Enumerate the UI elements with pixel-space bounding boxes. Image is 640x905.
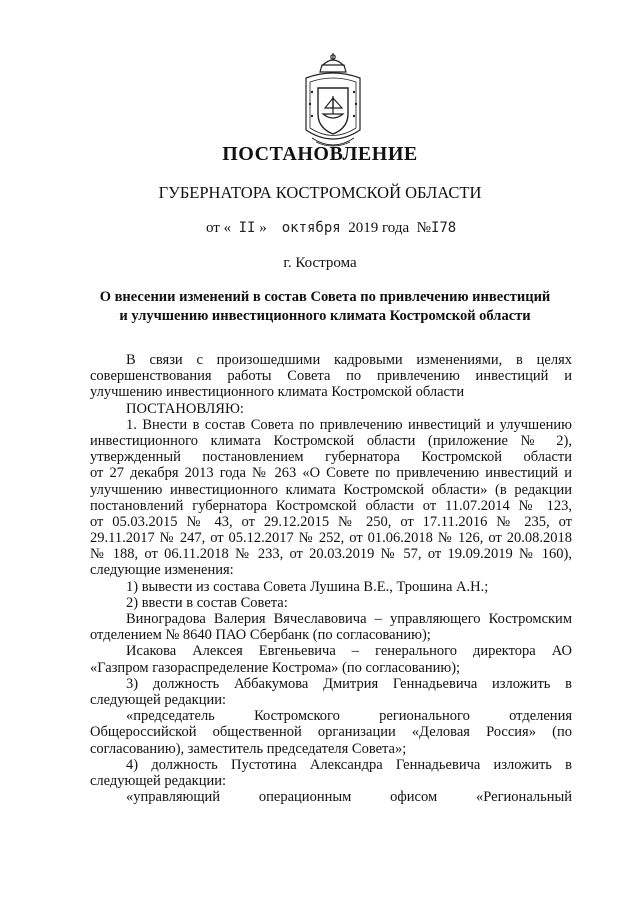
body-line: инвестиционного климата Костромской области (приложение № 2),	[90, 432, 572, 449]
document-subtitle: ГУБЕРНАТОРА КОСТРОМСКОЙ ОБЛАСТИ	[158, 183, 482, 202]
body-line: совершенствования работы Совета по привлечению инвестиций и	[90, 368, 572, 385]
body-line: «Газпром газораспределение Кострома» (по согласованию);	[90, 659, 461, 676]
body-line: согласованию), заместитель председателя Совета»;	[90, 740, 407, 757]
body-line: № 188, от 06.11.2018 № 233, от 20.03.2019 № 57, от 19.09.2019 № 160),	[90, 546, 572, 563]
body-line: Исакова Алексея Евгеньевича – генерального директора АО	[126, 643, 572, 660]
body-line: «управляющий операционным офисом «Региональный	[126, 789, 572, 806]
body-line: следующей редакции:	[90, 772, 227, 789]
date-year: 2019 года	[348, 220, 410, 236]
document-title: ПОСТАНОВЛЕНИЕ	[222, 143, 418, 165]
heading-line: и улучшению инвестиционного климата Костромской области	[119, 308, 531, 324]
body-line: от 05.03.2015 № 43, от 29.12.2015 № 250, от 17.11.2016 № 235, от	[90, 513, 572, 530]
body-line: 1) вывести из состава Совета Лушина В.Е., Трошина А.Н.;	[126, 578, 489, 595]
body-line: «председатель Костромского регионального отделения	[126, 708, 572, 725]
body-line: Общероссийской общественной организации «Деловая Россия» (по	[90, 724, 572, 741]
date-prefix: от «	[206, 220, 232, 236]
body-line: 2) ввести в состав Совета:	[126, 594, 288, 611]
city: г. Кострома	[283, 255, 357, 271]
document-body	[90, 352, 572, 805]
body-line: улучшению инвестиционного климата Костромской области	[90, 384, 465, 401]
body-line: 1. Внести в состав Совета по привлечению инвестиций и улучшению	[126, 416, 572, 433]
document-heading	[90, 288, 560, 326]
body-line: В связи с произошедшими кадровыми изменениями, в целях	[126, 352, 572, 368]
number-sign: №	[416, 220, 431, 236]
date-mid: »	[259, 220, 267, 236]
coat-of-arms-icon	[296, 52, 370, 154]
body-line: ПОСТАНОВЛЯЮ:	[126, 400, 244, 417]
date-line	[206, 220, 456, 237]
body-line: следующие изменения:	[90, 562, 234, 579]
body-line: утвержденный постановлением губернатора Костромской области	[90, 449, 572, 466]
body-line: 3) должность Аббакумова Дмитрия Геннадьевича изложить в	[126, 675, 572, 692]
document-number: I78	[430, 220, 457, 236]
body-line: следующей редакции:	[90, 691, 227, 708]
body-line: постановлений губернатора Костромской области от 11.07.2014 № 123,	[90, 497, 572, 514]
date-month: октября	[281, 220, 341, 236]
body-line: отделением № 8640 ПАО Сбербанк (по согласованию);	[90, 627, 431, 644]
date-day: II	[238, 220, 256, 236]
body-line: Виноградова Валерия Вячеславовича – управляющего Костромским	[126, 611, 572, 627]
heading-line: О внесении изменений в состав Совета по привлечению инвестиций	[99, 289, 551, 305]
body-line: улучшению инвестиционного климата Костромской области» (в редакции	[90, 481, 572, 498]
body-line: 4) должность Пустотина Александра Геннадьевича изложить в	[126, 756, 572, 773]
body-line: от 27 декабря 2013 года № 263 «О Совете по привлечению инвестиций и	[90, 465, 572, 482]
body-line: 29.11.2017 № 247, от 05.12.2017 № 252, от 01.06.2018 № 126, от 20.08.2018	[90, 530, 572, 547]
